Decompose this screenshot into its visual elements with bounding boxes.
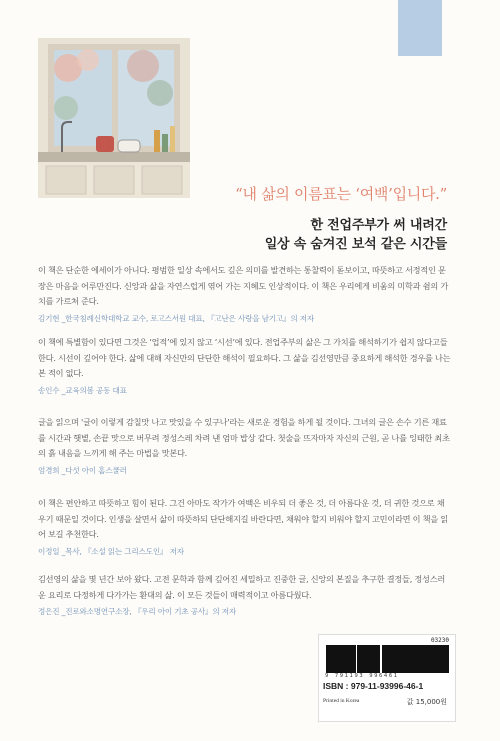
headline: “내 삶의 이름표는 ‘여백’입니다.” [235,185,447,203]
review-4 [38,496,452,557]
printed-in: Printed in Korea [323,698,360,704]
accent-block [398,0,442,56]
review-2 [38,335,452,396]
isbn: ISBN : 979-11-93996-46-1 [323,681,424,691]
kitchen-illustration [38,38,190,198]
review-text: 이 책은 단순한 에세이가 아니다. 평범한 일상 속에서도 깊은 의미를 발견하는 통찰력이 돋보이고, 따뜻하고 서정적인 문장은 마음을 어루만진다. 신앙과 삶을 자연스럽게 엮어 가는 지혜도 인상적이다. 이 책은 우리에게 비움의 미학과 쉼의 가치를 가르쳐 준다. [38,265,448,306]
review-text: 이 책은 편안하고 따뜻하고 힘이 된다. 그건 아마도 작가가 여백은 비우되 더 좋은 것, 더 아름다운 것, 더 귀한 것으로 채우기 때문일 것이다. 인생을 살면서 삶이 따뜻하되 단단해지길 바란다면, 채워야 할지 비워야 할지 고민이라면 이 책을 읽어 보길 추천한다. [38,498,448,539]
review-text: 이 책에 특별함이 있다면 그것은 ‘업적’에 있지 않고 ‘시선’에 있다. 전업주부의 삶은 그 가치를 해석하기가 쉽지 않다고들 한다. 시선이 깊어야 한다. 삶에 대해 자신만의 단단한 해석이 필요하다. 그 삶을 김선영만큼 중요하게 해석한 경우를 나는 본 적이 없다. [38,337,451,378]
review-1 [38,263,452,324]
review-text: 김선영의 삶을 몇 년간 보아 왔다. 고전 문학과 함께 깊어진 세밀하고 진중한 글, 신앙의 본질을 추구한 결정들, 정성스러운 요리로 다정하게 다가가는 환대의 삶. 이 모든 것들이 매력적이고 아름다웠다. [38,574,446,600]
barcode-panel [318,634,456,722]
subtitle-line-1: 한 전업주부가 써 내려간 [310,218,447,233]
review-author: 김기현 _한국침례신학대학교 교수, 로고스서원 대표, 『고난은 사랑을 남기고』의 저자 [38,313,314,323]
review-5 [38,572,452,617]
price: 값 15,000원 [406,698,447,706]
review-3 [38,415,452,476]
review-text: 글을 읽으며 '글이 이렇게 감칠맛 나고 맛있을 수 있구나'라는 새로운 경험을 하게 될 것이다. 그녀의 글은 손수 기른 재료를 시간과 햇볕, 손끝 맛으로 버무려 정성스레 차려 낸 엄마 밥상 같다. 첫술을 뜨자마자 자신의 근원, 곧 나를 잉태한 최초의 흙 내음을 느끼게 해 주는 마법을 맛본다. [38,417,450,458]
barcode-addon: 03230 [430,637,449,644]
review-author: 엄경희 _다섯 아이 홈스쿨러 [38,465,127,475]
review-author: 정은진 _진로와소명연구소장, 『우리 아이 기초 공사』의 저자 [38,607,236,616]
barcode-digits: 9 791193 996461 [325,673,399,679]
review-author: 송인수 _교육의봄 공동 대표 [38,385,127,395]
review-author: 이정일 _목사, 『소설 읽는 그리스도인』 저자 [38,546,184,556]
subtitle-line-2: 일상 속 숨겨진 보석 같은 시간들 [264,237,447,252]
